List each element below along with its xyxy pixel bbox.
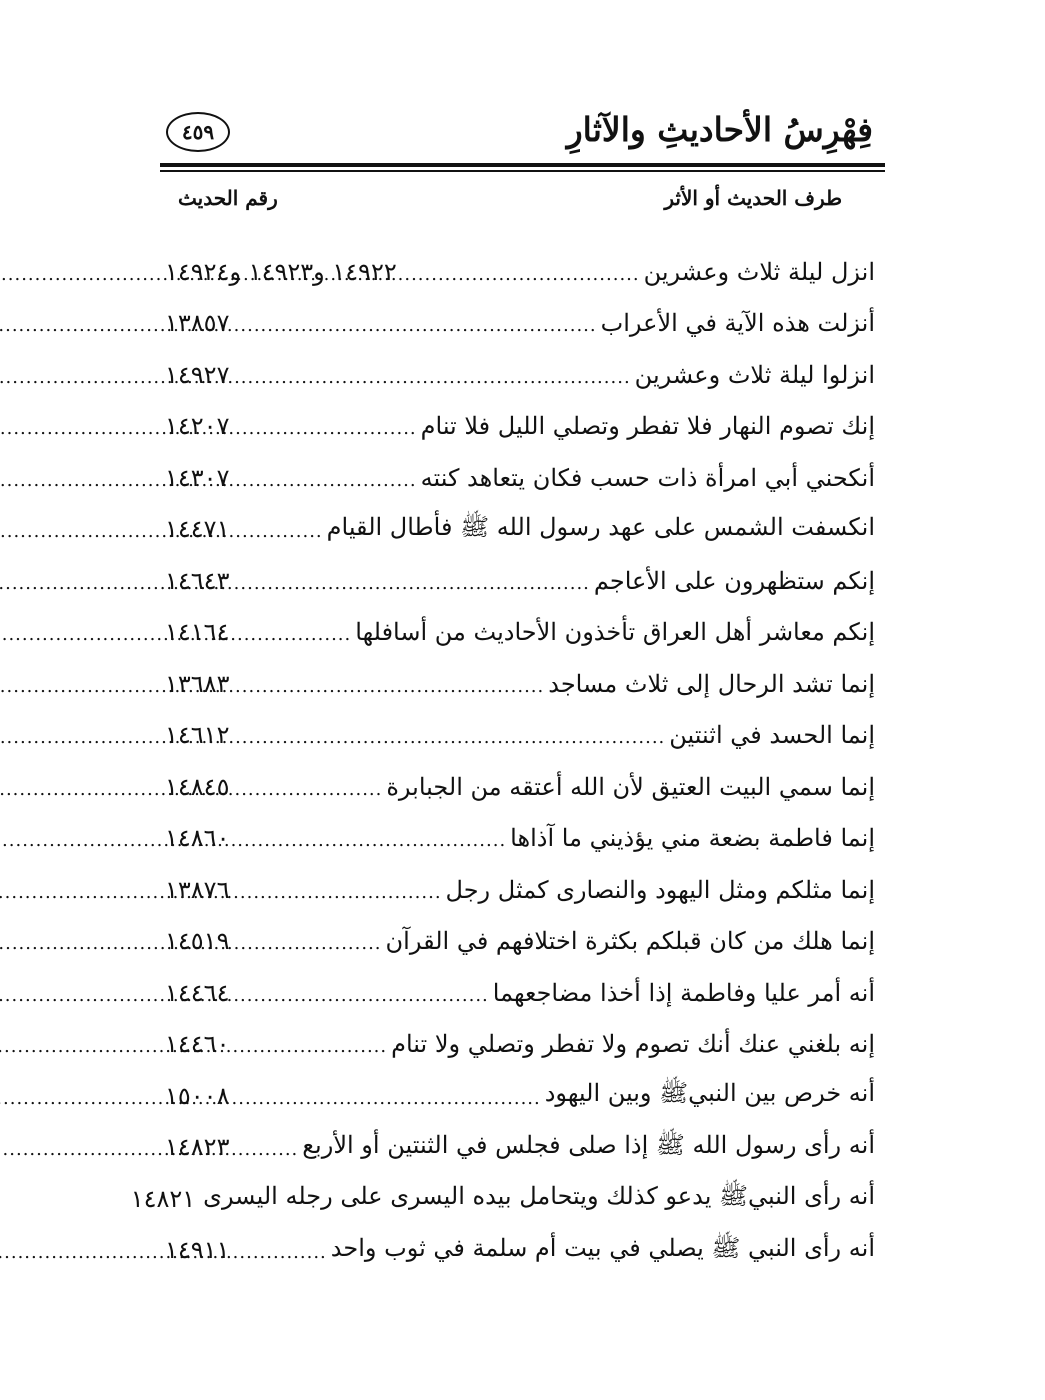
list-item — [165, 1225, 875, 1277]
header-rule-thin — [160, 170, 885, 172]
list-item — [165, 710, 875, 762]
entry-number: ١٤٨٢٣ — [165, 1133, 230, 1162]
header-rule-thick — [160, 163, 885, 167]
entry-text: إنما هلك من كان قبلكم بكثرة اختلافهم في القرآن — [385, 927, 875, 956]
entry-text: أنزلت هذه الآية في الأعراب — [600, 309, 875, 338]
list-item — [165, 246, 875, 298]
dot-leader — [233, 723, 665, 747]
list-item — [165, 1019, 875, 1071]
dot-leader — [233, 929, 381, 953]
entry-text: انزلوا ليلة ثلاث وعشرين — [634, 360, 875, 389]
dot-leader — [233, 1135, 298, 1159]
entry-text: إنكم معاشر أهل العراق تأخذون الأحاديث من أسافلها — [355, 618, 875, 647]
dot-leader — [233, 1238, 326, 1262]
entry-text: إنما الحسد في اثنتين — [669, 721, 875, 750]
entry-number: ١٤٩١١ — [165, 1236, 230, 1265]
list-item — [165, 401, 875, 453]
list-item — [165, 607, 875, 659]
hadith-index-list — [130, 246, 875, 1276]
entry-number: ١٣٨٥٧ — [165, 309, 230, 338]
list-item — [165, 761, 875, 813]
entry-number: ١٣٨٧٦ — [165, 875, 230, 904]
dot-leader — [233, 1032, 387, 1056]
entry-number: ١٤٢٠٧ — [165, 412, 230, 441]
dot-leader — [233, 672, 544, 696]
entry-text: إنك تصوم النهار فلا تفطر وتصلي الليل فلا تنام — [420, 412, 875, 441]
list-item — [165, 452, 875, 504]
list-item — [165, 349, 875, 401]
entry-number: ١٤٥١٩ — [165, 927, 230, 956]
dot-leader — [233, 363, 630, 387]
list-item — [165, 916, 875, 968]
entry-text: إنما تشد الرحال إلى ثلاث مساجد — [548, 669, 875, 698]
entry-text: إنه بلغني عنك أنك تصوم ولا تفطر وتصلي ولا تنام — [391, 1030, 875, 1059]
entry-text: انزل ليلة ثلاث وعشرين — [643, 257, 875, 286]
entry-text: أنه رأى النبيﷺ يدعو كذلك ويتحامل بيده اليسرى على رجله اليسرى — [203, 1182, 875, 1211]
dot-leader — [233, 414, 416, 438]
list-item — [165, 298, 875, 350]
dot-leader — [233, 1084, 540, 1108]
list-item — [130, 1173, 875, 1225]
entry-number: ١٤٦١٢ — [165, 721, 230, 750]
list-item — [165, 967, 875, 1019]
entry-number: ١٤٤٧١ — [165, 515, 230, 544]
dot-leader — [233, 878, 441, 902]
entry-text: أنكحني أبي امرأة ذات حسب فكان يتعاهد كنته — [420, 463, 875, 492]
dot-leader — [233, 517, 322, 541]
list-item — [165, 1122, 875, 1174]
list-item — [165, 1070, 875, 1122]
column-heading-text: طرف الحديث أو الأثر — [664, 186, 842, 210]
entry-number: ١٤٩٢٧ — [165, 360, 230, 389]
list-item — [165, 813, 875, 865]
entry-text: إنما مثلكم ومثل اليهود والنصارى كمثل رجل — [445, 875, 875, 904]
entry-text: إنكم ستظهرون على الأعاجم — [593, 566, 875, 595]
entry-text: إنما فاطمة بضعة مني يؤذيني ما آذاها — [510, 824, 875, 853]
dot-leader — [233, 466, 416, 490]
entry-number: ١٣٦٨٣ — [165, 669, 230, 698]
running-title: فِهْرِسُ الأحاديثِ والآثارِ — [566, 110, 873, 149]
entry-number: ١٤٣٠٧ — [165, 463, 230, 492]
entry-number: ١٤٤٦٠ — [165, 1030, 230, 1059]
entry-text: أنه أمر عليا وفاطمة إذا أخذا مضاجعهما — [492, 978, 875, 1007]
list-item — [165, 864, 875, 916]
page-header — [160, 108, 885, 162]
page-number-badge: ٤٥٩ — [166, 112, 230, 152]
entry-number: ١٤٨٤٥ — [165, 772, 230, 801]
dot-leader — [233, 981, 488, 1005]
dot-leader — [233, 620, 351, 644]
entry-number: ١٤١٦٤ — [165, 618, 230, 647]
list-item — [165, 658, 875, 710]
dot-leader — [233, 826, 506, 850]
entry-text: أنه خرص بين النبيﷺ وبين اليهود — [544, 1079, 875, 1108]
entry-number: ١٤٨٢١ — [130, 1184, 196, 1213]
entry-text: إنما سمي البيت العتيق لأن الله أعتقه من الجبابرة — [386, 772, 875, 801]
dot-leader — [401, 260, 640, 284]
dot-leader — [233, 311, 596, 335]
list-item — [165, 555, 875, 607]
dot-leader — [233, 775, 382, 799]
entry-number: ١٤٤٦٤ — [165, 978, 230, 1007]
entry-number: ١٥٠٠٨ — [165, 1081, 230, 1110]
entry-text: انكسفت الشمس على عهد رسول الله ﷺ فأطال القيام — [326, 512, 875, 541]
entry-number: ١٤٩٢٢ و١٤٩٢٣ و١٤٩٢٤ — [165, 257, 397, 286]
entry-number: ١٤٦٤٣ — [165, 566, 230, 595]
entry-text: أنه رأى النبي ﷺ يصلي في بيت أم سلمة في ثوب واحد — [330, 1233, 875, 1262]
column-heading-number: رقم الحديث — [178, 186, 278, 210]
entry-text: أنه رأى رسول الله ﷺ إذا صلى فجلس في الثنتين أو الأربع — [302, 1130, 875, 1159]
list-item — [165, 504, 875, 556]
dot-leader — [233, 569, 589, 593]
entry-number: ١٤٨٦٠ — [165, 824, 230, 853]
